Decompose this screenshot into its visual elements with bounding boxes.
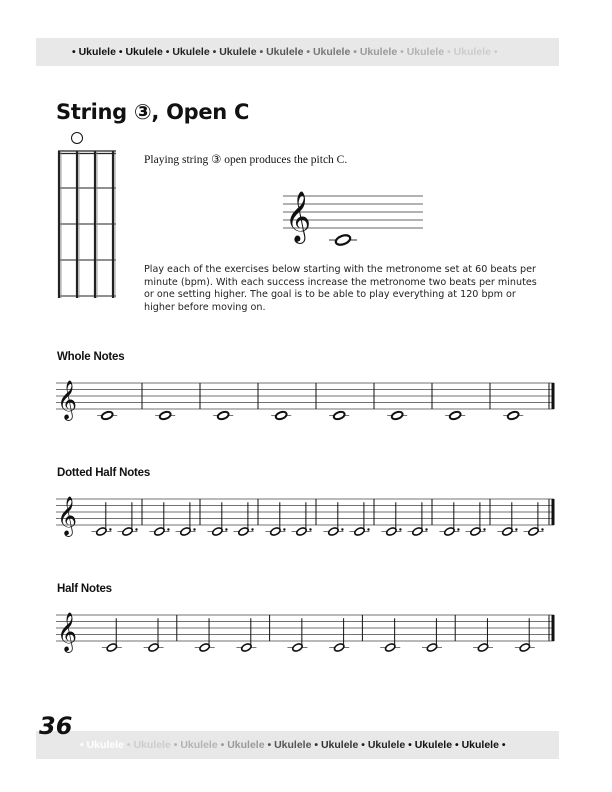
footer-banner-text bbox=[80, 731, 506, 759]
footer-banner-item: • Ukulele bbox=[80, 739, 124, 751]
pitch-staff bbox=[283, 186, 425, 252]
header-banner-text bbox=[72, 38, 498, 66]
header-banner-item: • Ukulele bbox=[162, 46, 210, 58]
staff-half-notes bbox=[56, 605, 558, 655]
header-banner-item: • Ukulele bbox=[209, 46, 257, 58]
augmentation-dot bbox=[425, 528, 427, 530]
header-banner-item: • Ukulele bbox=[350, 46, 398, 58]
footer-banner-item: • Ukulele • bbox=[452, 739, 506, 751]
treble-clef-icon: 𝄞 bbox=[57, 612, 78, 652]
whole-note bbox=[217, 410, 230, 420]
footer-banner-item: • Ukulele bbox=[311, 739, 359, 751]
augmentation-dot bbox=[399, 528, 401, 530]
footer-banner-item: • Ukulele bbox=[358, 739, 406, 751]
augmentation-dot bbox=[283, 528, 285, 530]
treble-clef-icon: 𝄞 bbox=[285, 191, 312, 242]
page-title: String ③, Open C bbox=[56, 100, 250, 124]
heading-half-notes: Half Notes bbox=[57, 583, 112, 595]
whole-note bbox=[101, 410, 114, 420]
augmentation-dot bbox=[167, 528, 169, 530]
treble-clef-icon: 𝄞 bbox=[57, 380, 78, 420]
footer-banner-item: • Ukulele bbox=[405, 739, 453, 751]
augmentation-dot bbox=[193, 528, 195, 530]
whole-note bbox=[333, 410, 346, 420]
header-banner-item: • Ukulele bbox=[303, 46, 351, 58]
augmentation-dot bbox=[483, 528, 485, 530]
augmentation-dot bbox=[541, 528, 543, 530]
augmentation-dot bbox=[457, 528, 459, 530]
footer-banner-item: • Ukulele bbox=[217, 739, 265, 751]
whole-note bbox=[159, 410, 172, 420]
header-banner-item: • Ukulele bbox=[115, 46, 163, 58]
page-number: 36 bbox=[39, 712, 73, 740]
footer-banner-item: • Ukulele bbox=[170, 739, 218, 751]
whole-note bbox=[507, 410, 520, 420]
open-circle-icon bbox=[72, 133, 83, 144]
footer-banner bbox=[36, 731, 559, 759]
header-banner-item: • Ukulele • bbox=[444, 46, 498, 58]
ukulele-fretboard-diagram bbox=[55, 130, 119, 302]
treble-clef-icon: 𝄞 bbox=[57, 496, 78, 536]
header-banner-item: • Ukulele bbox=[72, 46, 116, 58]
whole-note bbox=[275, 410, 288, 420]
augmentation-dot bbox=[135, 528, 137, 530]
augmentation-dot bbox=[251, 528, 253, 530]
augmentation-dot bbox=[341, 528, 343, 530]
staff-whole-notes bbox=[56, 373, 558, 423]
augmentation-dot bbox=[109, 528, 111, 530]
footer-banner-item: • Ukulele bbox=[123, 739, 171, 751]
augmentation-dot bbox=[515, 528, 517, 530]
augmentation-dot bbox=[309, 528, 311, 530]
heading-whole-notes: Whole Notes bbox=[57, 351, 125, 363]
header-banner-item: • Ukulele bbox=[256, 46, 304, 58]
intro-text: Playing string ③ open produces the pitch C. bbox=[144, 154, 348, 166]
staff-dotted-half-notes bbox=[56, 489, 558, 539]
header-banner-item: • Ukulele bbox=[397, 46, 445, 58]
augmentation-dot bbox=[225, 528, 227, 530]
whole-note bbox=[449, 410, 462, 420]
whole-note bbox=[391, 410, 404, 420]
footer-banner-item: • Ukulele bbox=[264, 739, 312, 751]
augmentation-dot bbox=[367, 528, 369, 530]
instructions-paragraph: Play each of the exercises below starting with the metronome set at 60 beats per minute (bpm). With each success increase the metronome two beats per minutes or one setting higher. The goal is to be able to play everything at 120 bpm or higher before moving on. bbox=[144, 264, 537, 313]
heading-dotted-half-notes: Dotted Half Notes bbox=[57, 467, 151, 479]
header-banner bbox=[36, 38, 559, 66]
note-c bbox=[335, 233, 352, 246]
